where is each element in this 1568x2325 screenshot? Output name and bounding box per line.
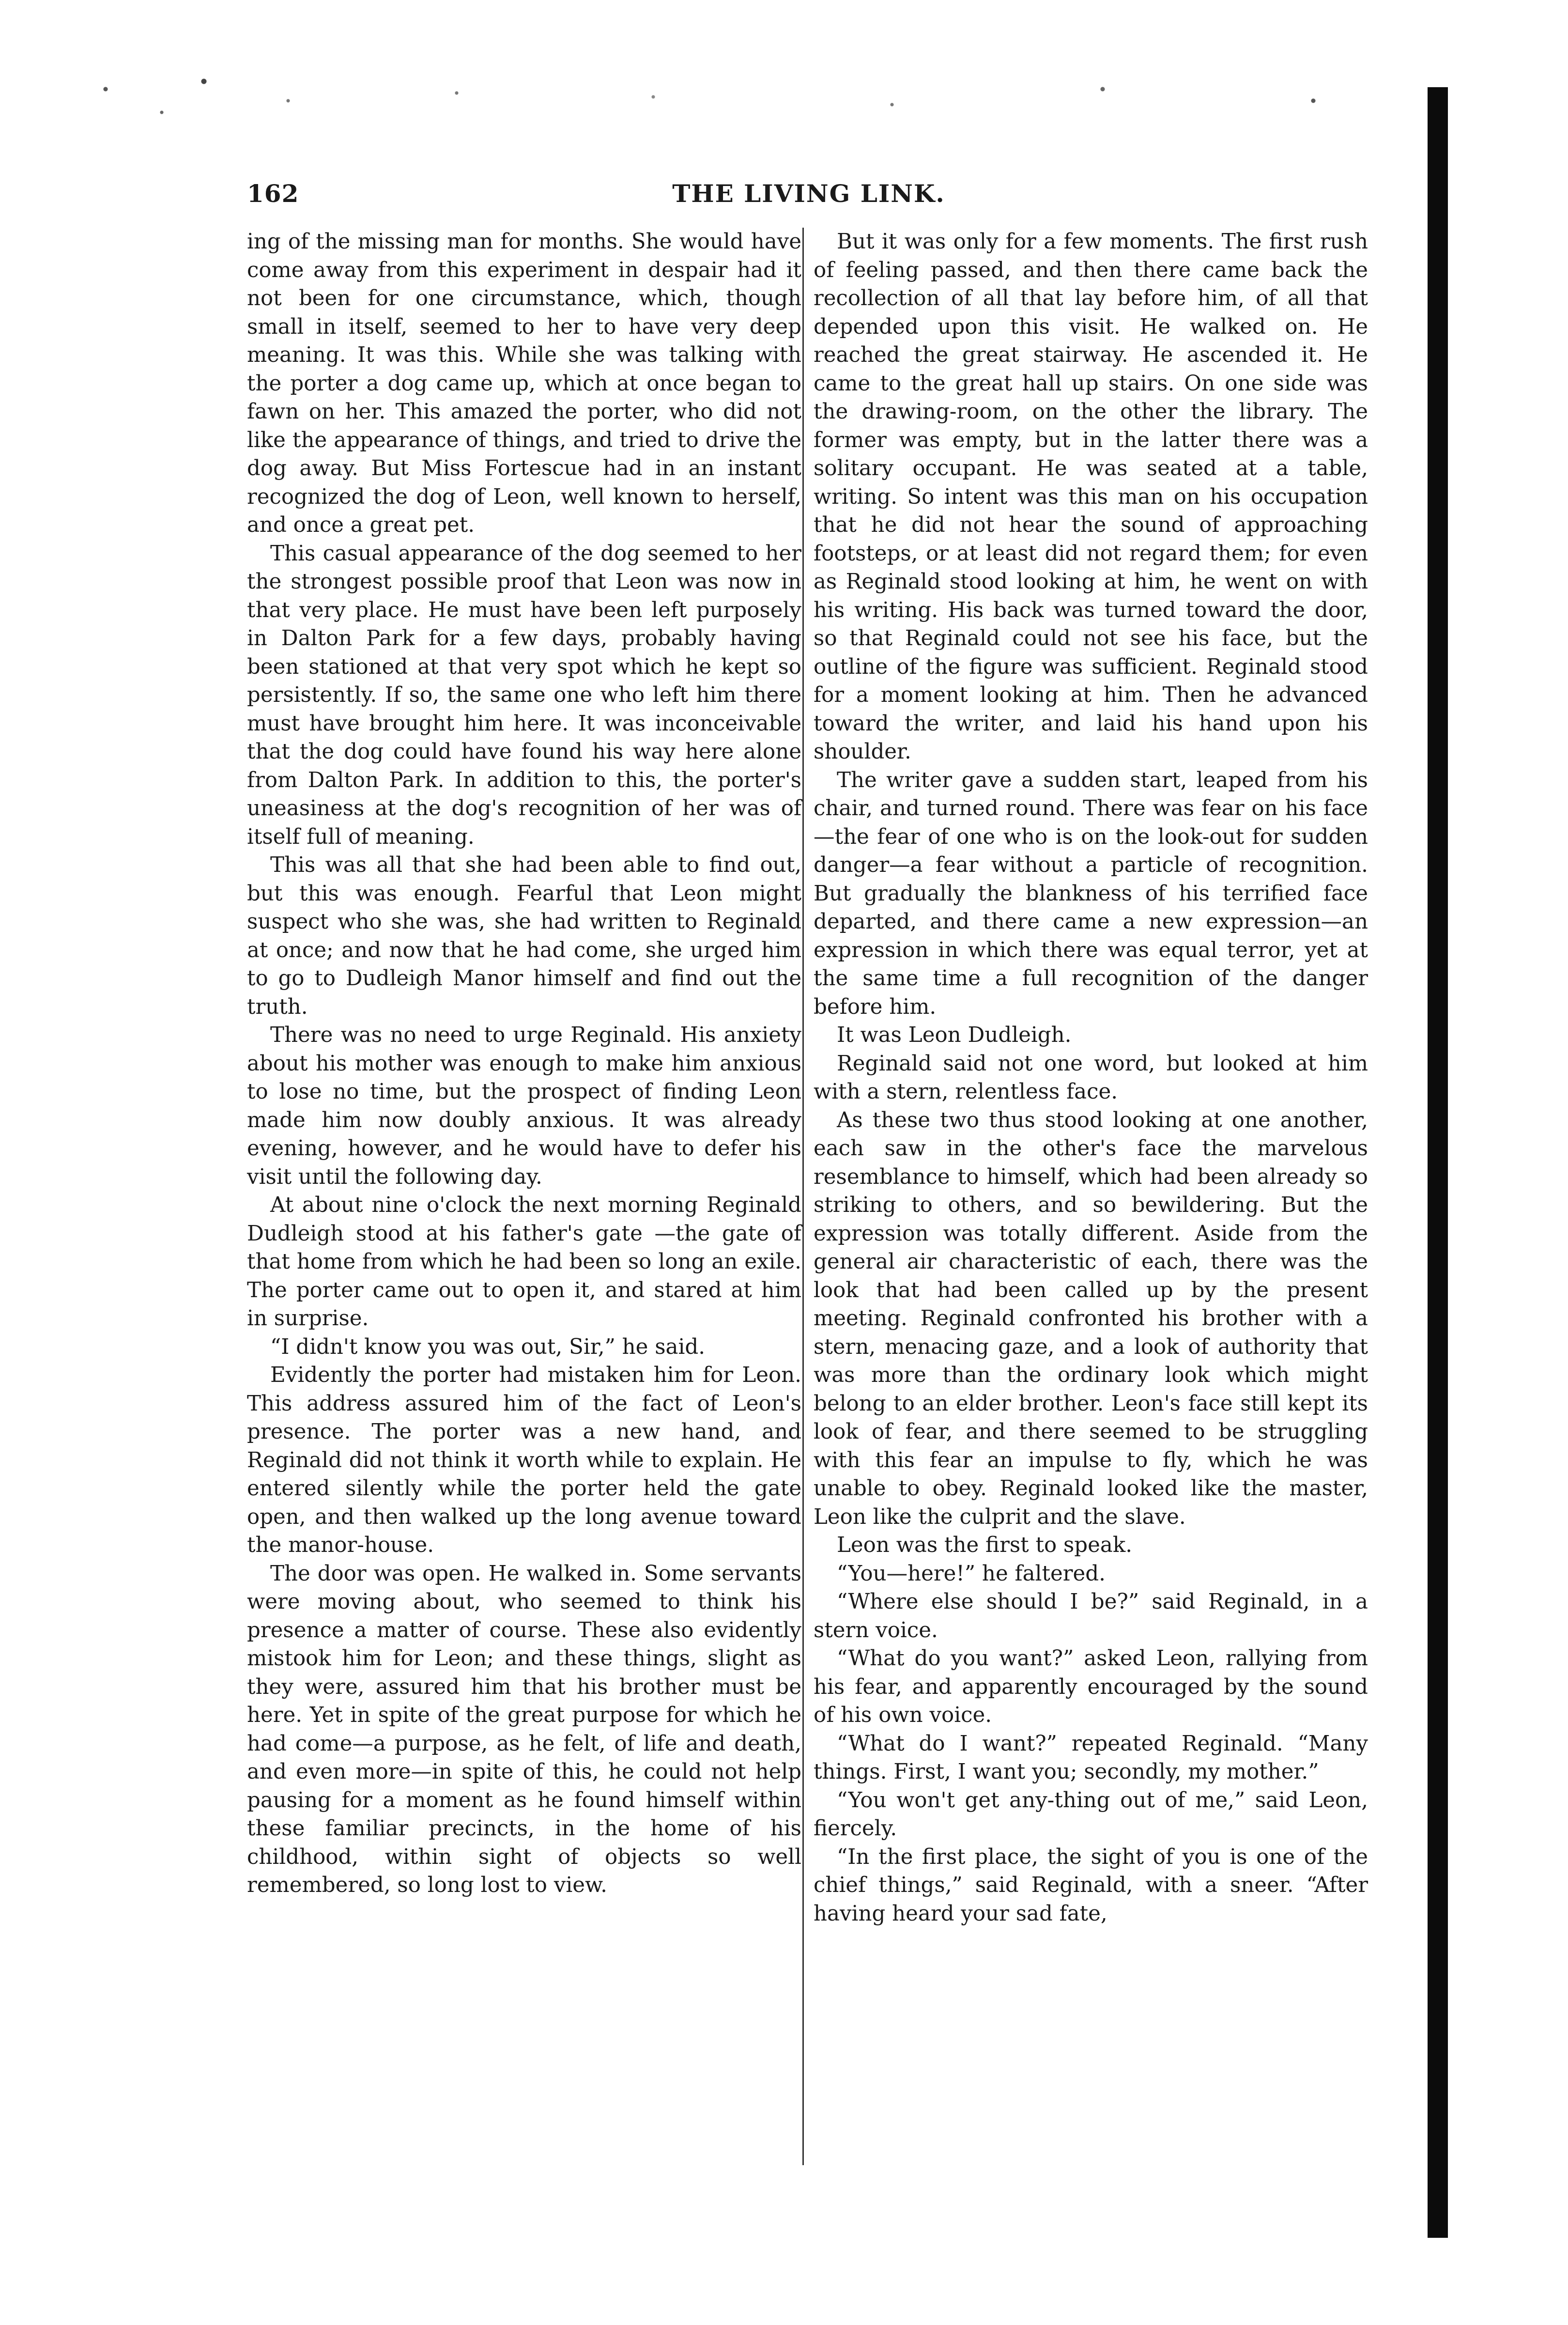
page-number: 162 [247,179,299,208]
paragraph: “In the first place, the sight of you is one of the chief things,” said Reginald, with a sneer. “After having heard your sad fate, [814,1844,1368,1926]
column-divider [802,228,804,2165]
paragraph: “What do I want?” repeated Reginald. “Many things. First, I want you; secondly, my mother.” [814,1731,1368,1784]
paragraph: ing of the missing man for months. She would have come away from this experiment in despair had it not been for one circumstance, which, though small in itself, seemed to her to have very deep meaning. It was this. While she was talking with the porter a dog came up, which at once began to fawn on her. This amazed the porter, who did not like the appearance of things, and tried to drive the dog away. But Miss Fortescue had in an instant recognized the dog of Leon, well known to herself, and once a great pet. [247,230,801,537]
paragraph: Reginald said not one word, but looked at him with a stern, relentless face. [814,1051,1368,1104]
paragraph: Evidently the porter had mistaken him for Leon. This address assured him of the fact of Leon's presence. The porter was a new hand, and Reginald did not think it worth while to explain. He entered silently while the porter held the gate open, and then walked up the long avenue toward the manor-house. [247,1363,801,1557]
paragraph: But it was only for a few moments. The first rush of feeling passed, and then there came back the recollection of all that lay before him, of all that depended upon this visit. He walked on. He reached the great stairway. He ascended it. He came to the great hall up stairs. On one side was the drawing-room, on the other the library. The former was empty, but in the latter there was a solitary occupant. He was seated at a table, writing. So intent was this man on his occupation that he did not hear the sound of approaching footsteps, or at least did not regard them; for even as Reginald stood looking at him, he went on with his writing. His back was turned toward the door, so that Reginald could not see his face, but the outline of the figure was sufficient. Reginald stood for a moment looking at him. Then he advanced toward the writer, and laid his hand upon his shoulder. [814,230,1368,764]
paragraph: This was all that she had been able to find out, but this was enough. Fearful that Leon might suspect who she was, she had written to Reginald at once; and now that he had come, she urged him to go to Dudleigh Manor himself and find out the truth. [247,853,801,1019]
paragraph: Leon was the first to speak. [837,1533,1133,1557]
left-column [247,228,801,1900]
running-head: THE LIVING LINK. [672,179,945,208]
paragraph: As these two thus stood looking at one another, each saw in the other's face the marvelous resemblance to himself, which had been already so striking to others, and so bewildering. But the expression was totally different. Aside from the general air characteristic of each, there was the look that had been called up by the present meeting. Reginald confronted his brother with a stern, menacing gaze, and a look of authority that was more than the ordinary look which might belong to an elder brother. Leon's face still kept its look of fear, and there seemed to be struggling with this fear an impulse to fly, which he was unable to obey. Reginald looked like the master, Leon like the culprit and the slave. [814,1108,1368,1529]
paragraph: The door was open. He walked in. Some servants were moving about, who seemed to think his presence a matter of course. These also evidently mistook him for Leon; and these things, slight as they were, assured him that his brother must be here. Yet in spite of the great purpose for which he had come—a purpose, as he felt, of life and death, and even more—in spite of this, he could not help pausing for a moment as he found himself within these familiar precincts, in the home of his childhood, within sight of objects so well remembered, so long lost to view. [247,1561,801,1897]
paragraph: There was no need to urge Reginald. His anxiety about his mother was enough to make him anxious to lose no time, but the prospect of finding Leon made him now doubly anxious. It was already evening, however, and he would have to defer his visit until the following day. [247,1023,801,1189]
paragraph: This casual appearance of the dog seemed to her the strongest possible proof that Leon was now in that very place. He must have been left purposely in Dalton Park for a few days, probably having been stationed at that very spot which he kept so persistently. If so, the same one who left him there must have brought him here. It was inconceivable that the dog could have found his way here alone from Dalton Park. In addition to this, the porter's uneasiness at the dog's recognition of her was of itself full of meaning. [247,541,801,849]
paragraph: “You—here!” he faltered. [837,1561,1106,1586]
scan-noise [77,58,1482,136]
paragraph: “I didn't know you was out, Sir,” he said. [270,1334,706,1359]
paragraph: The writer gave a sudden start, leaped from his chair, and turned round. There was fear on his face—the fear of one who is on the look-out for sudden danger—a fear without a particle of recognition. But gradually the blankness of his terrified face departed, and there came a new expression—an expression in which there was equal terror, yet at the same time a full recognition of the danger before him. [814,768,1368,1019]
page-header [247,174,1370,218]
paragraph: “Where else should I be?” said Reginald, in a stern voice. [814,1590,1368,1643]
right-column [814,228,1368,1928]
paragraph: “You won't get any-thing out of me,” said Leon, fiercely. [814,1788,1368,1841]
paragraph: It was Leon Dudleigh. [837,1023,1072,1047]
paragraph: At about nine o'clock the next morning Reginald Dudleigh stood at his father's gate —the gate of that home from which he had been so long an exile. The porter came out to open it, and stared at him in surprise. [247,1193,801,1331]
scan-edge-shadow [1428,87,1448,2238]
paragraph: “What do you want?” asked Leon, rallying from his fear, and apparently encouraged by the sound of his own voice. [814,1646,1368,1727]
